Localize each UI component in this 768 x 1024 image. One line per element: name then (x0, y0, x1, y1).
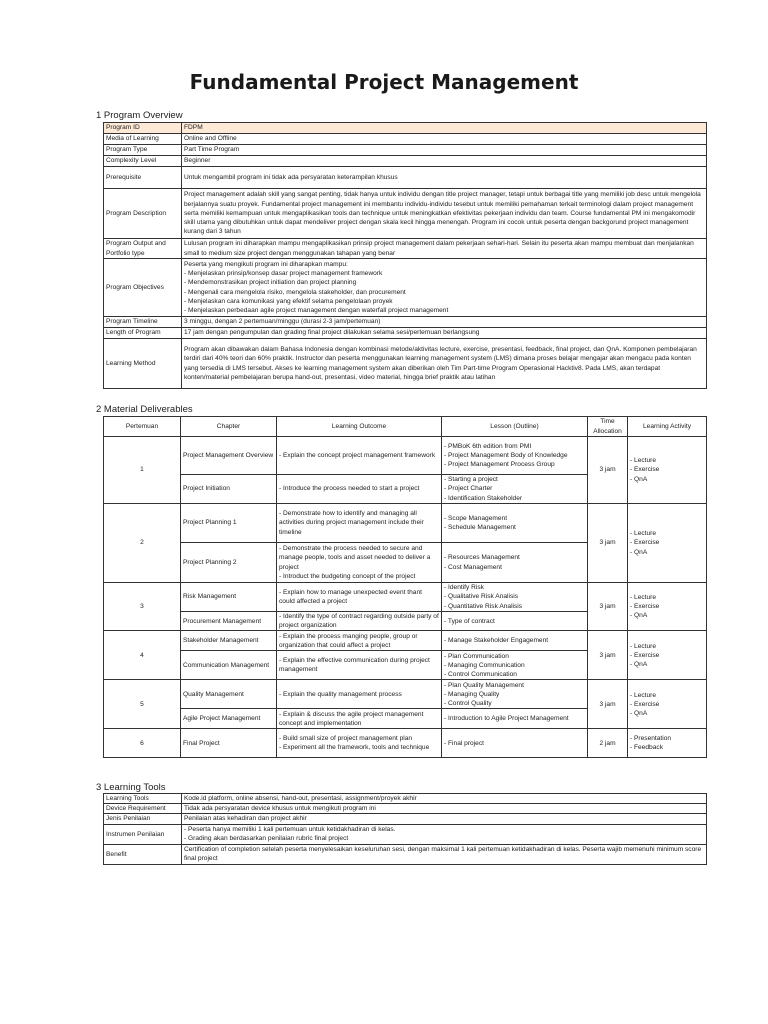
chapter-cell: Project Planning 2 (181, 543, 277, 583)
session-number: 5 (104, 680, 181, 729)
activity-cell: - Lecture - Exercise - QnA (628, 504, 707, 583)
overview-row (104, 239, 707, 259)
tools-row (104, 804, 707, 814)
tools-row (104, 844, 707, 864)
outcome-cell: - Demonstrate the process needed to secure and manage people, tools and asset needed to deliver a project - Introduct the budgeting concept of the project (277, 543, 442, 583)
header-time-allocation: Time Allocation (588, 417, 628, 437)
time-allocation-cell: 3 jam (588, 631, 628, 680)
tools-label: Jenis Penilaian (104, 814, 182, 824)
tools-value: - Peserta hanya memiliki 1 kali pertemuan untuk ketidakhadiran di kelas. - Grading akan berdasarkan penilaian rubric final project (182, 824, 707, 844)
activity-cell: - Lecture - Exercise - QnA (628, 680, 707, 729)
overview-label: Program Type (104, 145, 182, 156)
time-allocation-cell: 3 jam (588, 437, 628, 504)
lesson-cell: - Identify Risk - Qualitative Risk Analisis - Quantitative Risk Analisis (442, 583, 588, 612)
overview-row (104, 339, 707, 389)
tools-label: Learning Tools (104, 794, 182, 804)
tools-label: Instrumen Penilaian (104, 824, 182, 844)
outcome-cell: - Explain the concept project management framework (277, 437, 442, 475)
tools-value: Certification of completion setelah peserta menyelesaikan keseluruhan sesi, dengan maksimal 1 kali pertemuan ketidakhadiran di kelas. Peserta wajib memenuhi minimum score final project (182, 844, 707, 864)
overview-row (104, 317, 707, 328)
chapter-cell: Final Project (181, 729, 277, 758)
overview-row (104, 189, 707, 239)
table-row (104, 680, 707, 709)
outcome-cell: - Introduce the process needed to start a project (277, 475, 442, 504)
activity-cell: - Presentation - Feedback (628, 729, 707, 758)
header-learning-activity: Learning Activity (628, 417, 707, 437)
material-deliverables-heading: 2 Material Deliverables (96, 404, 193, 415)
lesson-cell: - Type of contract (442, 612, 588, 631)
session-number: 6 (104, 729, 181, 758)
chapter-cell: Risk Management (181, 583, 277, 612)
tools-label: Device Requirement (104, 804, 182, 814)
overview-value: Program akan dibawakan dalam Bahasa Indonesia dengan kombinasi metode/aktivitas lecture, exercise, presentasi, feedback, final project, dan QnA. Komponen pembelajaran terdiri dari 40% teori dan 60% praktik. Instructor dan peserta menggunakan learning management system (LMS) dimana proses belajar mengajar akan mengacu pada konten yang tersedia di LMS tersebut. Akses ke learning management system akan diberikan oleh Tim Part-time Program Operasional Hacktiv8. Pada LMS, akan terdapat konten/material pembelajaran berupa hand-out, presentasi, video material, hingga brief praktik atau latihan (182, 339, 707, 389)
overview-row (104, 123, 707, 134)
overview-value: 17 jam dengan pengumpulan dan grading final project dilakukan selama sesi/pertemuan berlangsung (182, 328, 707, 339)
table-row (104, 583, 707, 612)
table-row (104, 504, 707, 543)
outcome-cell: - Demonstrate how to identify and managing all activities during project management include their timeline (277, 504, 442, 543)
outcome-cell: - Explain the process manging people, group or organization that could affect a project (277, 631, 442, 651)
overview-label: Length of Program (104, 328, 182, 339)
chapter-cell: Stakeholder Management (181, 631, 277, 651)
overview-label: Complexity Level (104, 156, 182, 167)
chapter-cell: Project Planning 1 (181, 504, 277, 543)
overview-label: Program ID (104, 123, 182, 134)
overview-value: 3 minggu, dengan 2 pertemuan/minggu (durasi 2-3 jam/pertemuan) (182, 317, 707, 328)
chapter-cell: Quality Management (181, 680, 277, 709)
overview-row (104, 156, 707, 167)
overview-label: Media of Learning (104, 134, 182, 145)
lesson-cell: - Starting a project - Project Charter - Identification Stakeholder (442, 475, 588, 504)
overview-value: FDPM (182, 123, 707, 134)
overview-row (104, 328, 707, 339)
table-row (104, 631, 707, 651)
overview-label: Program Output and Portfolio type (104, 239, 182, 259)
time-allocation-cell: 3 jam (588, 680, 628, 729)
overview-row (104, 145, 707, 156)
lesson-cell: - Scope Management - Schedule Management (442, 504, 588, 543)
deliverables-header-row (104, 417, 707, 437)
program-overview-heading: 1 Program Overview (96, 110, 183, 121)
lesson-cell: - Final project (442, 729, 588, 758)
time-allocation-cell: 3 jam (588, 504, 628, 583)
overview-label: Program Description (104, 189, 182, 239)
lesson-cell: - PMBoK 6th edition from PMI - Project Management Body of Knowledge - Project Management Process Group (442, 437, 588, 475)
session-number: 4 (104, 631, 181, 680)
tools-value: Tidak ada persyaratan device khusus untuk mengikuti program ini (182, 804, 707, 814)
overview-value: Untuk mengambil program ini tidak ada persyaratan keterampilan khusus (182, 167, 707, 189)
chapter-cell: Agile Project Management (181, 709, 277, 729)
activity-cell: - Lecture - Exercise - QnA (628, 583, 707, 631)
header-lesson-outline: Lesson (Outline) (442, 417, 588, 437)
tools-value: Penilaian atas kehadiran dan project akhir (182, 814, 707, 824)
header-chapter: Chapter (181, 417, 277, 437)
chapter-cell: Project Management Overview (181, 437, 277, 475)
outcome-cell: - Explain how to manage unexpected event thant could affected a project (277, 583, 442, 612)
tools-row (104, 794, 707, 804)
chapter-cell: Project Initiation (181, 475, 277, 504)
tools-row (104, 824, 707, 844)
learning-tools-table (103, 793, 707, 865)
outcome-cell: - Explain & discuss the agile project management concept and implementation (277, 709, 442, 729)
program-overview-table (103, 122, 707, 389)
chapter-cell: Communication Management (181, 651, 277, 680)
tools-value: Kode.id platform, online absensi, hand-out, presentasi, assignment/proyek akhir (182, 794, 707, 804)
learning-tools-heading: 3 Learning Tools (96, 782, 166, 793)
activity-cell: - Lecture - Exercise - QnA (628, 631, 707, 680)
document-title: Fundamental Project Management (189, 70, 579, 94)
outcome-cell: - Identify the type of contract regarding outside party of project organization (277, 612, 442, 631)
session-number: 1 (104, 437, 181, 504)
overview-label: Prerequisite (104, 167, 182, 189)
table-row (104, 729, 707, 758)
activity-cell: - Lecture - Exercise - QnA (628, 437, 707, 504)
overview-label: Program Timeline (104, 317, 182, 328)
session-number: 2 (104, 504, 181, 583)
lesson-cell: - Plan Quality Management - Managing Quality - Control Quality (442, 680, 588, 709)
overview-value: Online and Offline (182, 134, 707, 145)
outcome-cell: - Explain the quality management process (277, 680, 442, 709)
lesson-cell: - Introduction to Agile Project Management (442, 709, 588, 729)
chapter-cell: Procurement Management (181, 612, 277, 631)
outcome-cell: - Explain the effective communication during project management (277, 651, 442, 680)
overview-value: Beginner (182, 156, 707, 167)
lesson-cell: - Resources Management - Cost Management (442, 543, 588, 583)
overview-value: Project management adalah skill yang sangat penting, tidak hanya untuk individu dengan title project manager, tetapi untuk berbagai title yang memiliki job desc untuk mengelola berjalannya suatu proyek. Fundamental project management ini membantu individu-individu tesebut untuk memiliki pemahaman terkait terminologi dalam project management serta memiliki kemampuan untuk mengaplikasikan tools dan technique untuk meningkatkan efektivitas pekerjaan individu dan team. Course fundamental PM ini mengakomodir skill utama yang dibutuhkan untuk dapat mendeliver project dengan skala kecil hingga menengah. Program ini cocok untuk peserta dengan backgorund project management kurang dari 3 tahun (182, 189, 707, 239)
overview-label: Program Objectives (104, 259, 182, 317)
session-number: 3 (104, 583, 181, 631)
header-pertemuan: Pertemuan (104, 417, 181, 437)
tools-label: Benefit (104, 844, 182, 864)
material-deliverables-table (103, 416, 707, 758)
header-learning-outcome: Learning Outcome (277, 417, 442, 437)
tools-row (104, 814, 707, 824)
overview-value: Lulusan program ini diharapkan mampu mengaplikasikan prinsip project management dalam pekerjaan sehari-hari. Selain itu peserta akan mampu membuat dan menjalankan small to medium size project dengan menggunakan tahapan yang benar (182, 239, 707, 259)
table-row (104, 437, 707, 475)
outcome-cell: - Build small size of project management plan - Experiment all the framework, tools and technique (277, 729, 442, 758)
lesson-cell: - Plan Communication - Managing Communication - Control Communication (442, 651, 588, 680)
overview-row (104, 134, 707, 145)
lesson-cell: - Manage Stakeholder Engagement (442, 631, 588, 651)
time-allocation-cell: 3 jam (588, 583, 628, 631)
overview-value: Part Time Program (182, 145, 707, 156)
overview-row (104, 167, 707, 189)
overview-label: Learning Method (104, 339, 182, 389)
overview-row (104, 259, 707, 317)
time-allocation-cell: 2 jam (588, 729, 628, 758)
overview-value: Peserta yang mengikuti program ini diharapkan mampu: - Menjelaskan prinsip/konsep dasar project management framework - Mendemonstrasikan project initiation dan project planning - Mengenali cara mengelola risiko, mengelola stakeholder, dan procurement - Menjelaskan cara komunikasi yang efektif selama pengelolaan proyek - Menjelaskan perbedaan agile project management dengan waterfall project management (182, 259, 707, 317)
